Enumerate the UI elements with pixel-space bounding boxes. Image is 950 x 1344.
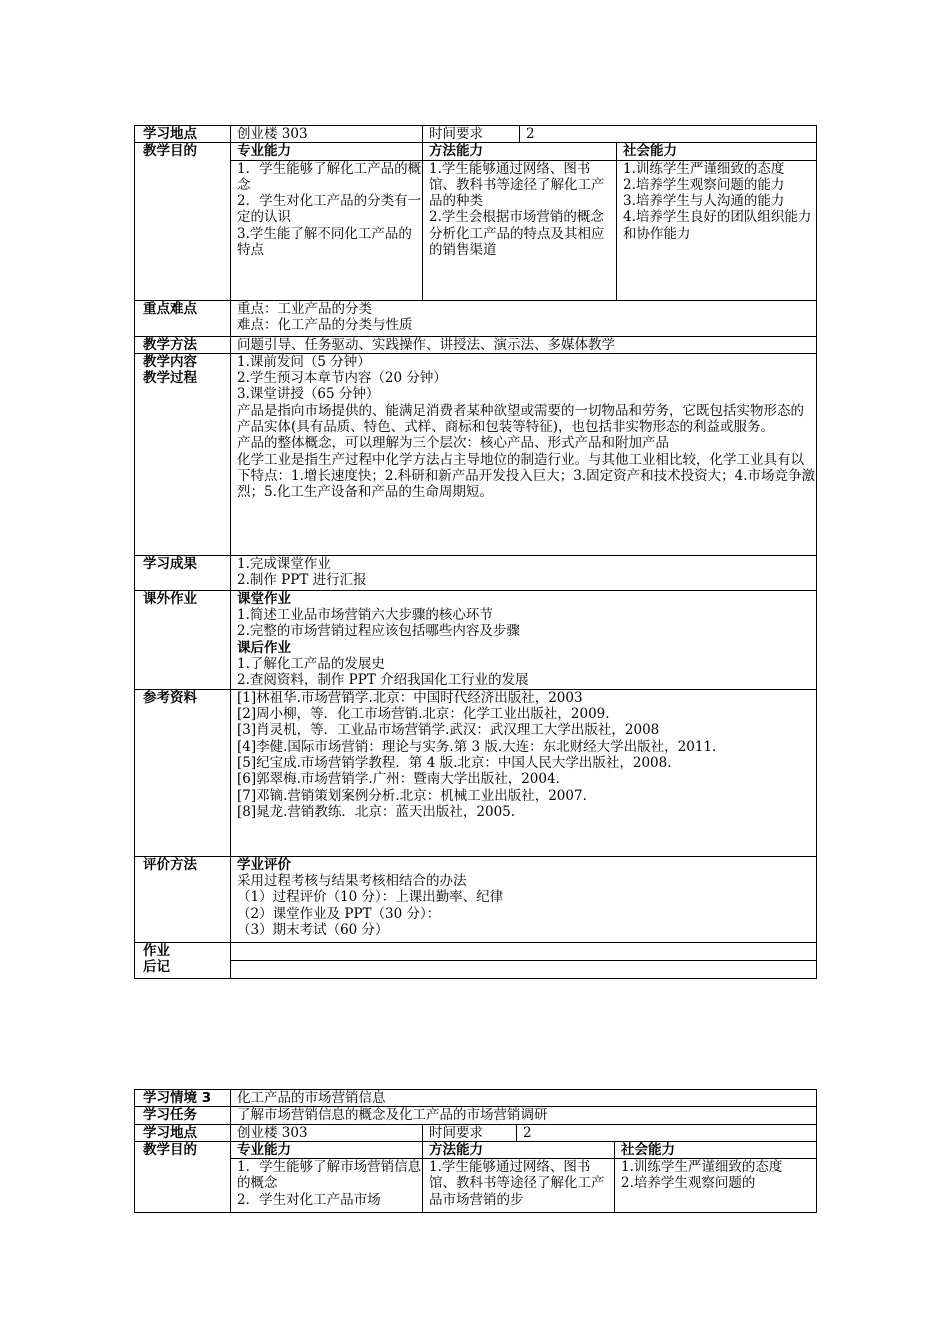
class-homework-item: 1.简述工业品市场营销六大步骤的核心环节: [237, 607, 493, 624]
postscript-label: [135, 942, 231, 978]
content-line: 化学工业是指生产过程中化学方法占主导地位的制造行业。与其他工业相比较，化学工业具有以下特点：1.增长速度快；2.科研和新产品开发投入巨大；3.固定资产和技术投资大；4.市场竞争激烈；5.化工生产设备和产品的生命周期短。: [237, 451, 816, 501]
professional-ability-header: 专业能力: [231, 1141, 423, 1158]
class-homework-item: 2.完整的市场营销过程应该包括哪些内容及步骤: [237, 623, 520, 640]
class-homework-title: 课堂作业: [237, 590, 291, 607]
process-label: 教学过程: [143, 370, 197, 387]
methods-label: 教学方法: [135, 336, 231, 353]
content-line: 1.课前发问（5 分钟）: [237, 353, 371, 370]
social-ability-header: 社会能力: [615, 1141, 817, 1158]
social-item: 2.培养学生观察问题的: [621, 1175, 756, 1192]
task-label: 学习任务: [135, 1107, 231, 1124]
method-item: 1.学生能够通过网络、图书馆、教科书等途径了解化工产品市场营销的步: [429, 1159, 605, 1208]
afterword-label: 后记: [143, 959, 170, 976]
content-line: 3.课堂讲授（65 分钟）: [237, 386, 380, 403]
time-label: 时间要求: [423, 126, 520, 143]
location-value: 创业楼 303: [231, 126, 423, 143]
outcome-cell: [231, 555, 817, 590]
evaluation-line: （3）期末考试（60 分）: [237, 922, 389, 939]
time-label: 时间要求: [423, 1124, 517, 1141]
afterword-row: [231, 961, 816, 978]
evaluation-title: 学业评价: [237, 856, 291, 873]
reference-item: [6]郭翠梅.市场营销学.广州：暨南大学出版社，2004.: [237, 771, 560, 788]
method-ability-header: 方法能力: [423, 143, 617, 160]
method-ability-cell: [423, 1159, 615, 1213]
content-line: 产品是指向市场提供的、能满足消费者某种欲望或需要的一切物品和劳务，它既包括实物形态的产品实体(具有品质、特色、式样、商标和包装等特征)，也包括非实物形态的利益或服务。: [237, 402, 804, 436]
professional-item: 3.学生能了解不同化工产品的特点: [237, 225, 412, 259]
homework-cell: [231, 590, 817, 689]
time-value: 2: [520, 126, 817, 143]
professional-item: 2．学生对化工产品的分类有一定的认识: [237, 193, 422, 226]
context-value: 化工产品的市场营销信息: [231, 1090, 817, 1107]
evaluation-line: 采用过程考核与结果考核相结合的办法: [237, 873, 467, 890]
location-label: 学习地点: [135, 1124, 231, 1141]
lesson-plan-table-1: [134, 125, 817, 979]
reference-item: [2]周小柳，等．化工市场营销.北京：化学工业出版社，2009.: [237, 706, 610, 723]
reference-item: [5]纪宝成.市场营销学教程．第 4 版.北京：中国人民大学出版社，2008.: [237, 755, 672, 772]
content-line: 2.学生预习本章节内容（20 分钟）: [237, 370, 447, 387]
keypoint-item: 难点：化工产品的分类与性质: [237, 316, 413, 333]
keypoints-label: 重点难点: [135, 300, 231, 336]
content-cell: [231, 353, 817, 555]
method-ability-cell: [423, 160, 617, 300]
evaluation-line: （2）课堂作业及 PPT（30 分）：: [237, 905, 441, 922]
objectives-label: 教学目的: [135, 143, 231, 300]
reference-item: [4]李健.国际市场营销：理论与实务.第 3 版.大连：东北财经大学出版社，2011.: [237, 738, 717, 755]
method-item: 1.学生能够通过网络、图书馆、教科书等途径了解化工产品的种类: [429, 160, 605, 210]
reference-item: [1]林祖华.市场营销学.北京：中国时代经济出版社，2003: [237, 689, 583, 706]
reference-item: [8]晁龙.营销教练．北京：蓝天出版社，2005.: [237, 803, 516, 820]
homework-note-label: 作业: [143, 942, 170, 959]
method-ability-header: 方法能力: [423, 1141, 615, 1158]
social-item: 1.训练学生严谨细致的态度: [623, 160, 785, 177]
social-item: 2.培养学生观察问题的能力: [623, 176, 785, 193]
professional-ability-header: 专业能力: [231, 143, 423, 160]
references-cell: [231, 689, 817, 856]
professional-ability-cell: [231, 1159, 423, 1213]
after-class-homework-title: 课后作业: [237, 639, 291, 656]
content-process-label: [135, 353, 231, 555]
objectives-label: 教学目的: [135, 1141, 231, 1212]
professional-item: 1．学生能够了解市场营销信息的概念: [237, 1159, 422, 1192]
after-class-homework-item: 2.查阅资料，制作 PPT 介绍我国化工行业的发展: [237, 672, 529, 689]
outcome-item: 2.制作 PPT 进行汇报: [237, 572, 367, 589]
social-item: 1.训练学生严谨细致的态度: [621, 1159, 783, 1176]
social-ability-cell: [617, 160, 817, 300]
evaluation-label: 评价方法: [135, 856, 231, 942]
after-class-homework-item: 1.了解化工产品的发展史: [237, 656, 385, 673]
task-value: 了解市场营销信息的概念及化工产品的市场营销调研: [231, 1107, 817, 1124]
references-label: 参考资料: [135, 689, 231, 856]
postscript-cell: [231, 942, 817, 978]
reference-item: [7]邓镝.营销策划案例分析.北京：机械工业出版社，2007.: [237, 787, 587, 804]
lesson-plan-table-2: [134, 1089, 817, 1213]
professional-ability-cell: [231, 160, 423, 300]
location-value: 创业楼 303: [231, 1124, 423, 1141]
keypoints-cell: [231, 300, 817, 336]
outcome-label: 学习成果: [135, 555, 231, 590]
keypoint-item: 重点：工业产品的分类: [237, 300, 372, 317]
location-label: 学习地点: [135, 126, 231, 143]
social-ability-header: 社会能力: [617, 143, 817, 160]
methods-value: 问题引导、任务驱动、实践操作、讲授法、演示法、多媒体教学: [231, 336, 817, 353]
time-value: 2: [517, 1124, 817, 1141]
professional-item: 2．学生对化工产品市场: [237, 1191, 381, 1208]
outcome-item: 1.完成课堂作业: [237, 555, 331, 572]
context-label: 学习情境 3: [135, 1090, 231, 1107]
homework-note-row: [231, 943, 816, 961]
evaluation-cell: [231, 856, 817, 942]
professional-item: 1．学生能够了解化工产品的概念: [237, 160, 422, 193]
content-line: 产品的整体概念，可以理解为三个层次：核心产品、形式产品和附加产品: [237, 435, 669, 452]
social-item: 3.培养学生与人沟通的能力: [623, 193, 785, 210]
reference-item: [3]肖灵机，等．工业品市场营销学.武汉：武汉理工大学出版社，2008: [237, 722, 660, 739]
homework-label: 课外作业: [135, 590, 231, 689]
social-item: 4.培养学生良好的团队组织能力和协作能力: [623, 209, 812, 242]
method-item: 2.学生会根据市场营销的概念分析化工产品的特点及其相应的销售渠道: [429, 209, 605, 259]
social-ability-cell: [615, 1159, 817, 1213]
evaluation-line: （1）过程评价（10 分）：上课出勤率、纪律: [237, 889, 504, 906]
content-label: 教学内容: [143, 353, 197, 370]
